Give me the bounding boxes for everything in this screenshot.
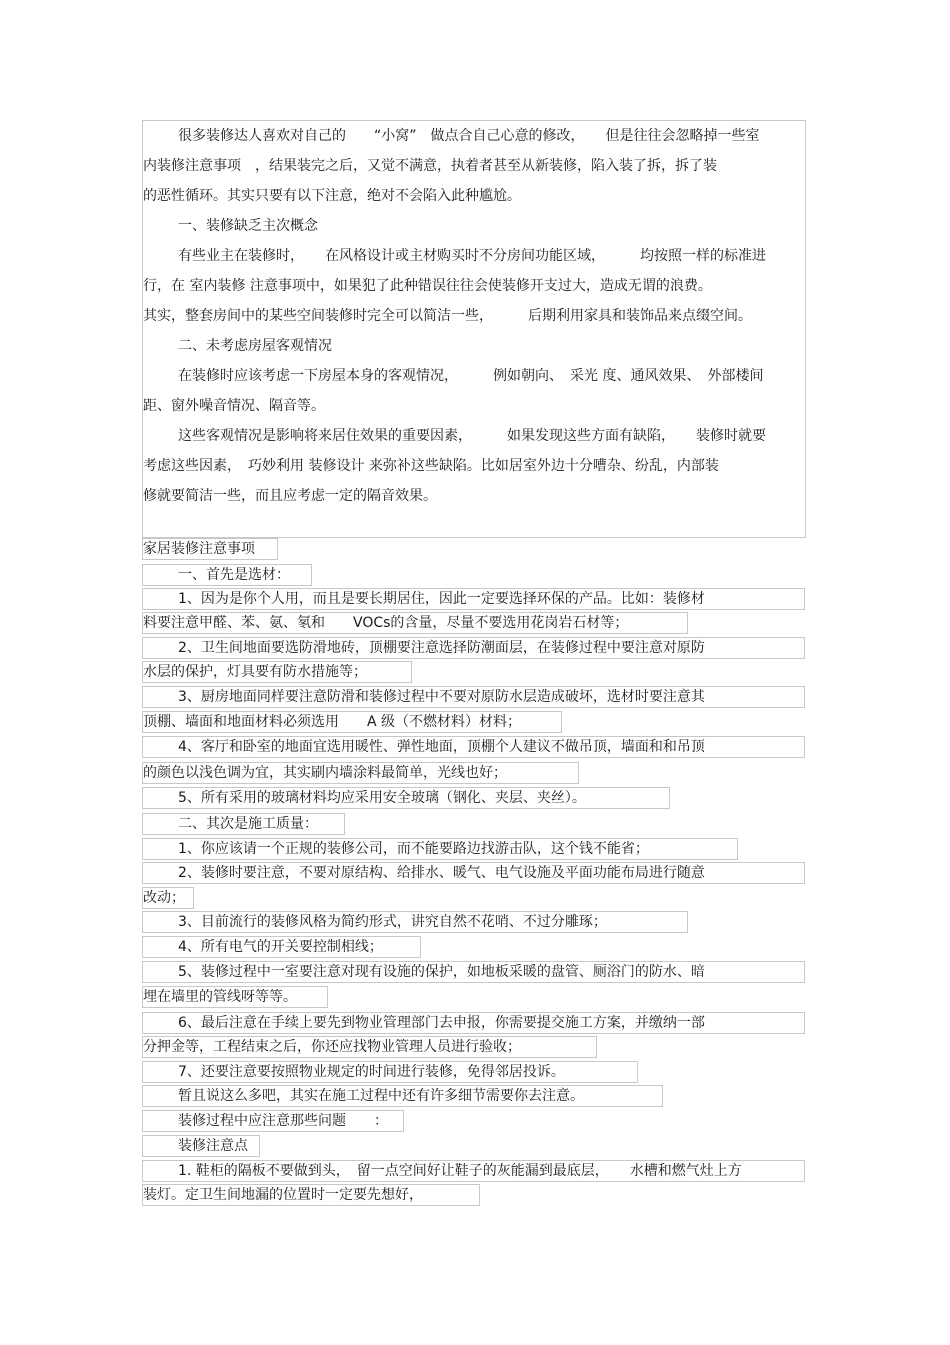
body-line: 3、目前流行的装修风格为简约形式，讲究自然不花哨、不过分雕琢； [178,914,607,930]
body-line: 7、还要注意要按照物业规定的时间进行装修，免得邻居投诉。 [178,1064,565,1080]
intro-line: 距、窗外噪音情况、隔音等。 [143,398,325,414]
body-line: 分押金等，工程结束之后，你还应找物业管理人员进行验收； [143,1039,521,1055]
body-line: 5、装修过程中一室要注意对现有设施的保护，如地板采暖的盘管、厕浴门的防水、暗 [178,964,705,980]
intro-line: 行，在 室内装修 注意事项中，如果犯了此种错误往往会使装修开支过大，造成无谓的浪费。 [143,278,712,294]
body-line: 二、其次是施工质量： [178,816,318,832]
section-title: 家居装修注意事项 [143,541,255,557]
body-line: 4、客厅和卧室的地面宜选用暖性、弹性地面，顶棚个人建议不做吊顶，墙面和和吊顶 [178,739,705,755]
intro-line: 其实，整套房间中的某些空间装修时完全可以简洁一些， 后期利用家具和装饰品来点缀空间。 [143,308,752,324]
body-line: 5、所有采用的玻璃材料均应采用安全玻璃（钢化、夹层、夹丝）。 [178,790,586,806]
body-line: 装灯。定卫生间地漏的位置时一定要先想好， [143,1187,423,1203]
intro-line: 内装修注意事项 ，结果装完之后，又觉不满意，执着者甚至从新装修，陷入装了拆，拆了装 [143,158,717,174]
body-line: 的颜色以浅色调为宜，其实刷内墙涂料最简单，光线也好； [143,765,507,781]
body-line: 暂且说这么多吧，其实在施工过程中还有许多细节需要你去注意。 [178,1088,584,1104]
body-line: 2、卫生间地面要选防滑地砖，顶棚要注意选择防潮面层，在装修过程中要注意对原防 [178,640,705,656]
intro-line: 二、未考虑房屋客观情况 [178,338,332,354]
intro-line: 修就要简洁一些，而且应考虑一定的隔音效果。 [143,488,437,504]
intro-line: 在装修时应该考虑一下房屋本身的客观情况， 例如朝向、 采光 度、通风效果、 外部楼间 [178,368,764,384]
intro-line: 考虑这些因素， 巧妙利用 装修设计 来弥补这些缺陷。比如居室外边十分嘈杂、纷乱，内部装 [143,458,719,474]
body-line: 水层的保护，灯具要有防水措施等； [143,664,367,680]
body-line: 6、最后注意在手续上要先到物业管理部门去申报，你需要提交施工方案，并缴纳一部 [178,1015,705,1031]
body-line: 装修过程中应注意那些问题 ： [178,1113,388,1129]
body-line: 装修注意点 [178,1138,248,1154]
body-line: 2、装修时要注意，不要对原结构、给排水、暖气、电气设施及平面功能布局进行随意 [178,865,705,881]
body-line: 改动； [143,890,185,906]
body-line: 1、你应该请一个正规的装修公司，而不能要路边找游击队，这个钱不能省； [178,841,649,857]
body-line: 一、首先是选材： [178,567,290,583]
intro-line: 一、装修缺乏主次概念 [178,218,318,234]
body-line: 3、厨房地面同样要注意防滑和装修过程中不要对原防水层造成破坏，选材时要注意其 [178,689,705,705]
intro-line: 很多装修达人喜欢对自己的 “小窝” 做点合自己心意的修改， 但是往往会忽略掉一些室 [178,128,760,144]
body-line: 顶棚、墙面和地面材料必须选用 A 级（不燃材料）材料； [143,714,522,730]
body-line: 1. 鞋柜的隔板不要做到头， 留一点空间好让鞋子的灰能漏到最底层， 水槽和燃气灶上方 [178,1163,742,1179]
body-line: 4、所有电气的开关要控制相线； [178,939,383,955]
body-line: 1、因为是你个人用，而且是要长期居住，因此一定要选择环保的产品。比如：装修材 [178,591,705,607]
intro-line: 有些业主在装修时， 在风格设计或主材购买时不分房间功能区域， 均按照一样的标准进 [178,248,766,264]
intro-line: 的恶性循环。其实只要有以下注意，绝对不会陷入此种尴尬。 [143,188,521,204]
body-line: 料要注意甲醛、苯、氨、氡和 VOCs的含量，尽量不要选用花岗岩石材等； [143,615,629,631]
intro-line: 这些客观情况是影响将来居住效果的重要因素， 如果发现这些方面有缺陷， 装修时就要 [178,428,766,444]
body-line: 埋在墙里的管线呀等等。 [143,989,297,1005]
